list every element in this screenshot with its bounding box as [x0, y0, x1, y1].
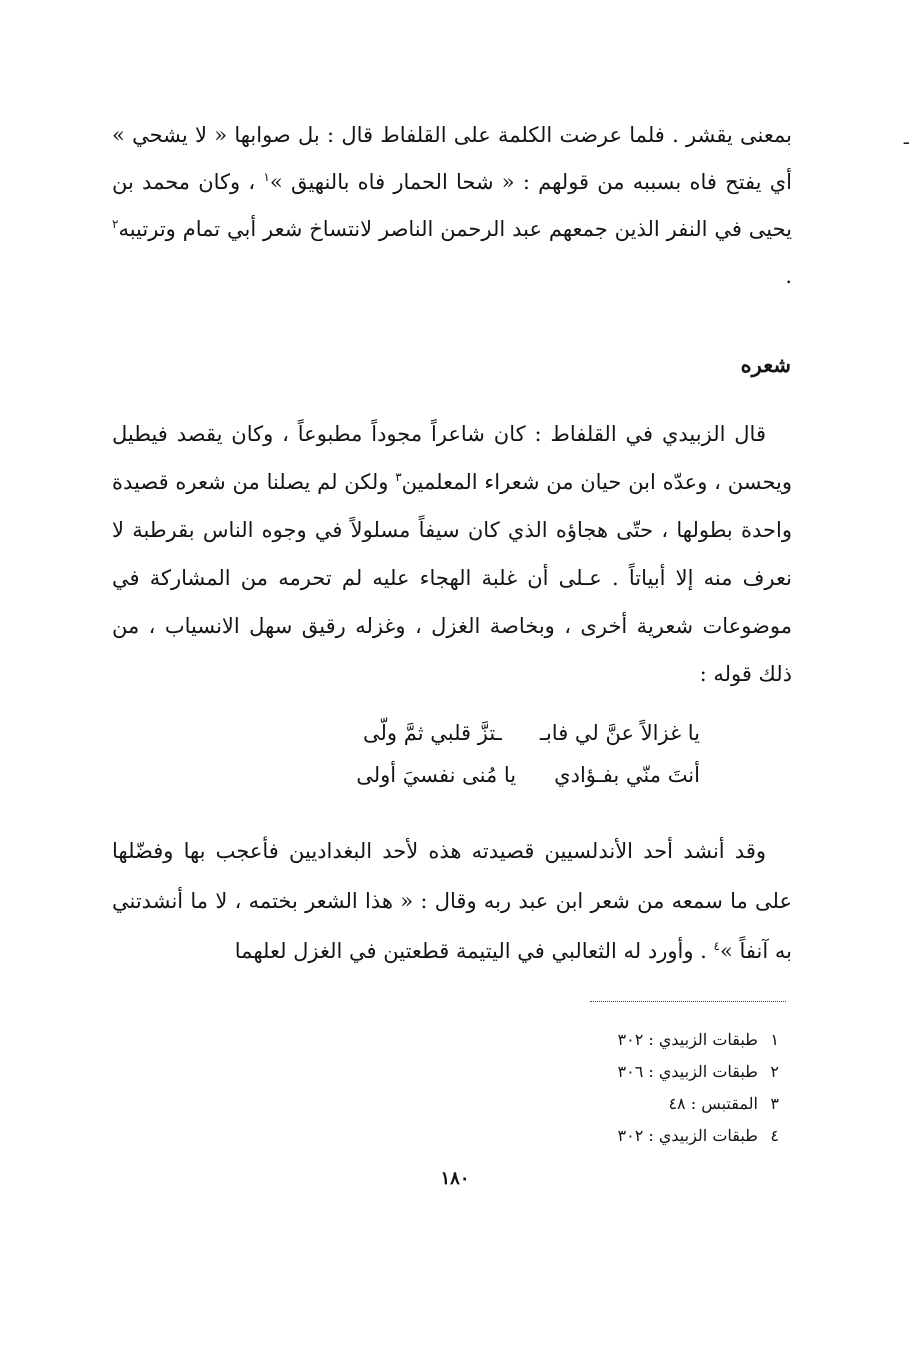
- footnote-4: [618, 1120, 779, 1152]
- closing-paragraph: [112, 826, 792, 976]
- poem-line-2: [200, 754, 700, 796]
- closing-text: وقد أنشد أحد الأندلسيين قصيدته هذه لأحد البغداديين فأعجب بها وفضّلها على ما سمعه من شعر ابن عبد ربه وقال : « هذا الشعر بختمه ، لا ما أنشدتني به آنفاً »: [112, 839, 792, 963]
- footnote-ref-1: ١: [263, 170, 270, 184]
- poetry-intro-text: قال الزبيدي في القلفاط : كان شاعراً مجوداً مطبوعاً ، وكان يقصد فيطيل ويحسن ، وعدّه ابن حيان من شعراء المعلمين: [112, 422, 792, 494]
- footnote-number: ١: [770, 1030, 779, 1049]
- poetry-intro-text-2: ولكن لم يصلنا من شعره قصيدة واحدة بطولها ، حتّى هجاؤه الذي كان سيفاً مسلولاً في وجوه الناس بقرطبة لا نعرف منه إلا أبياتاً . عـلى أن غلبة الهجاء عليه لم تحرمه من المشاركة في موضوعات شعرية أخرى ، وبخاصة الغزل ، وغزله رقيق سهل الانسياب ، من ذلك قوله :: [112, 470, 792, 686]
- closing-text-2: . وأورد له الثعالبي في اليتيمة قطعتين في الغزل لعلهما: [234, 939, 707, 963]
- page-number: ١٨٠: [440, 1168, 470, 1189]
- footnote-ref-2: ٢: [112, 217, 119, 231]
- footnote-text: المقتبس : ٤٨: [668, 1094, 758, 1113]
- intro-text-2: ، وكان محمد بن يحيى في النفر الذين جمعهم عبد الرحمن الناصر لانتساخ شعر أبي تمام وترتيبه: [112, 170, 792, 241]
- footnote-3: [618, 1088, 779, 1120]
- footnote-number: ٢: [770, 1062, 779, 1081]
- footnote-2: [618, 1056, 779, 1088]
- footnote-ref-3: ٣: [395, 470, 402, 484]
- section-heading: شعره: [740, 352, 791, 377]
- poem-line-1: [200, 712, 700, 754]
- intro-text: بمعنى يقشر . فلما عرضت الكلمة على القلفاط قال : بل صوابها « لا يشحي » أي يفتح فاه بسببه من قولهم : « شحا الحمار فاه بالنهيق »: [112, 123, 792, 194]
- intro-paragraph: [112, 112, 792, 300]
- intro-text-3: .: [785, 264, 792, 288]
- poem: [200, 712, 700, 796]
- footnote-text: طبقات الزبيدي : ٣٠٦: [617, 1062, 758, 1081]
- footnote-text: طبقات الزبيدي : ٣٠٢: [617, 1126, 758, 1145]
- footnote-1: [618, 1024, 779, 1056]
- footnote-number: ٣: [770, 1094, 779, 1113]
- footnote-ref-4: ٤: [713, 939, 720, 953]
- footnote-text: طبقات الزبيدي : ٣٠٢: [617, 1030, 758, 1049]
- poem-line-1-hemistich-1: يا غزالاً عنَّ لي فابـ: [539, 721, 700, 745]
- poem-line-2-hemistich-1: أنتَ منّي بفـؤادي: [554, 763, 700, 787]
- poem-line-1-hemistich-2: ـتزَّ قلبي ثمَّ ولّى: [363, 721, 502, 745]
- footnote-number: ٤: [770, 1126, 779, 1145]
- footnotes: [618, 1024, 779, 1152]
- margin-mark: ـ: [903, 128, 909, 149]
- poetry-intro-paragraph: [112, 410, 792, 698]
- poem-line-2-hemistich-2: يا مُنى نفسيَ أولى: [356, 763, 517, 787]
- footnote-divider: [590, 1001, 786, 1002]
